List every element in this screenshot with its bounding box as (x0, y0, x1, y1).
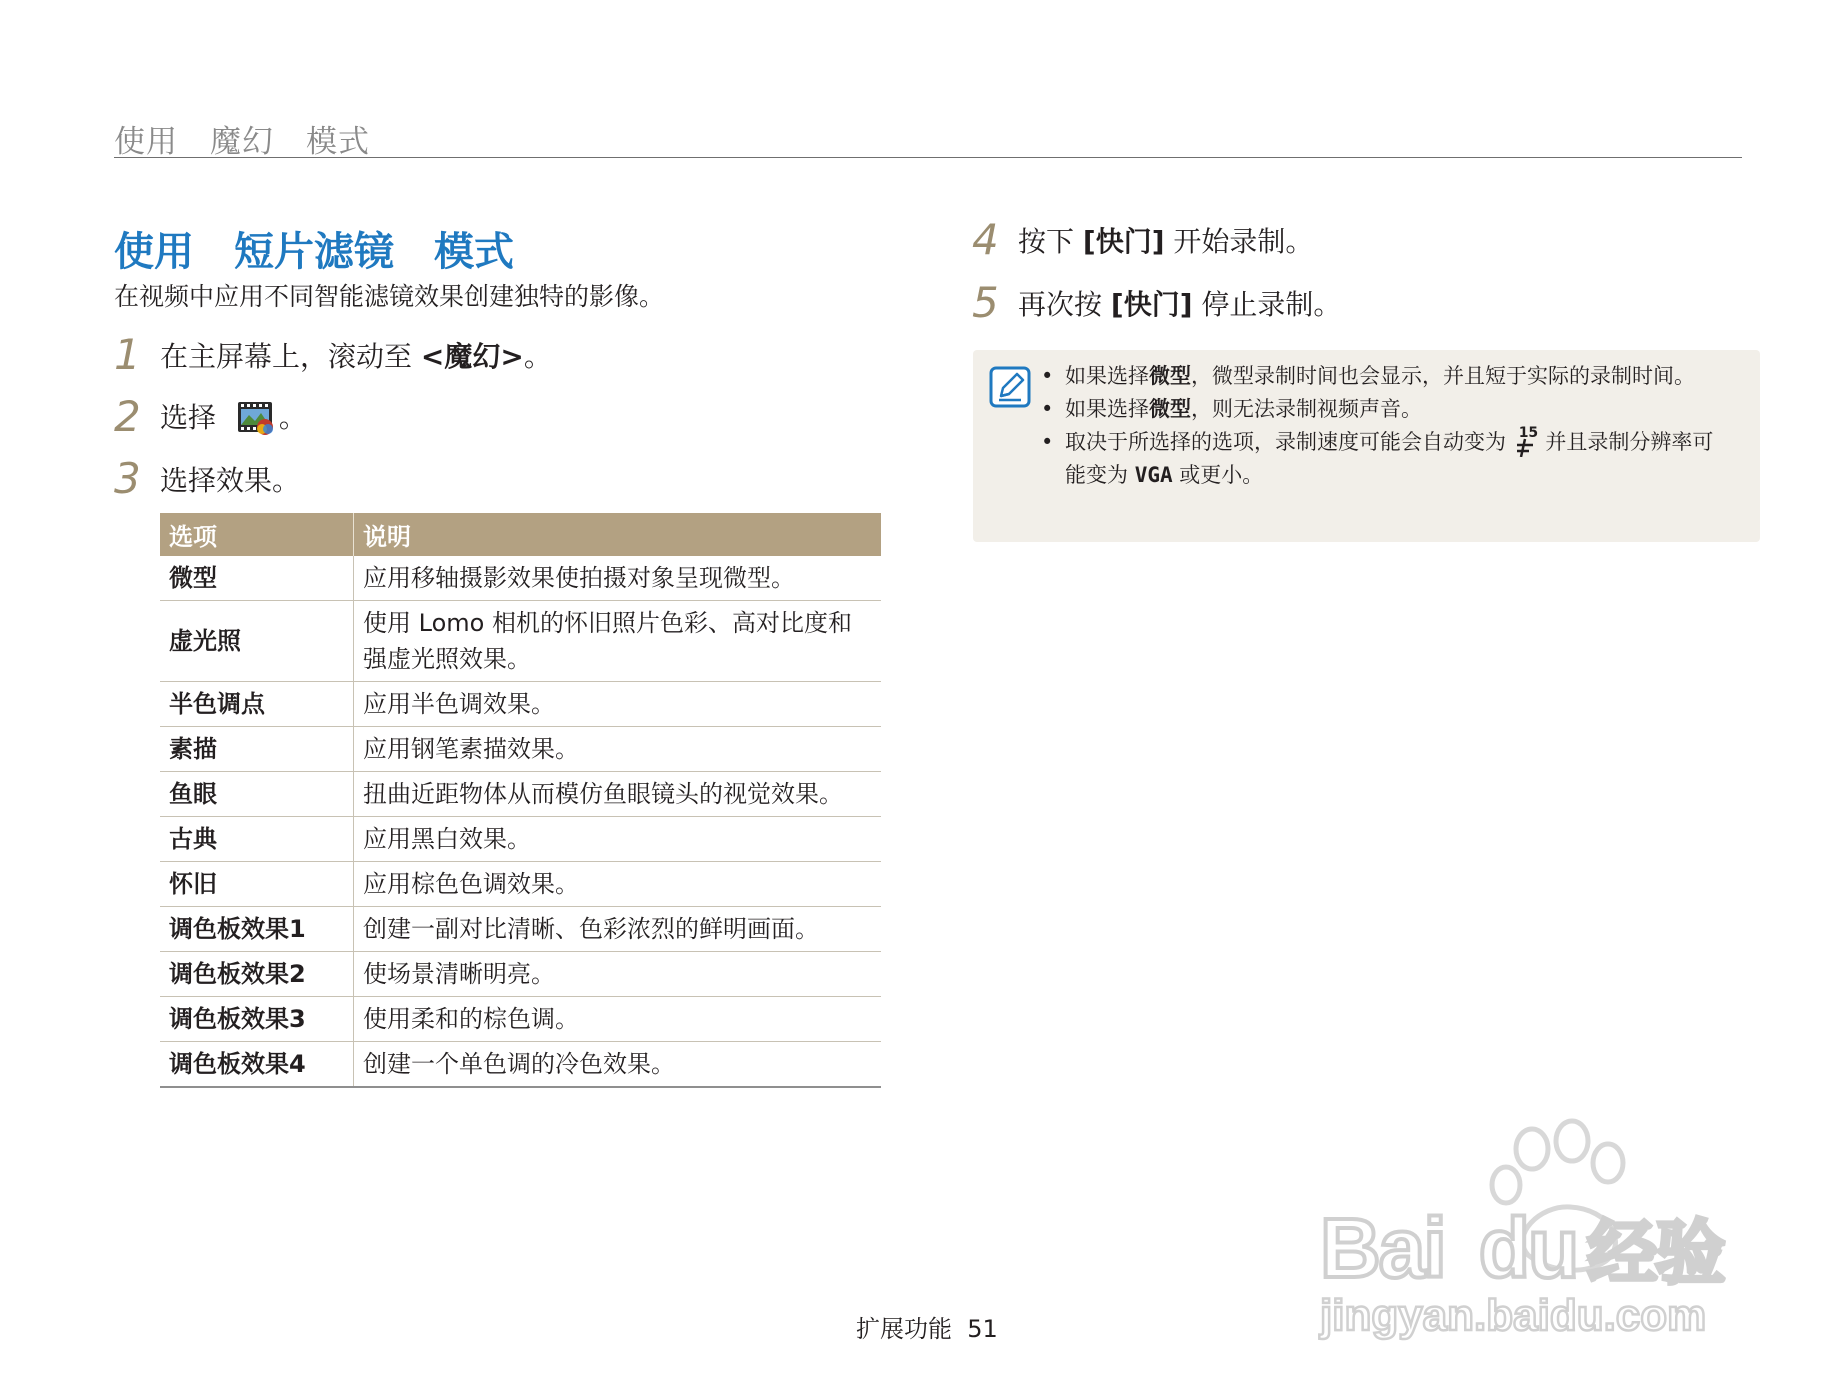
step-text: 在主屏幕上，滚动至 <魔幻>。 (160, 339, 552, 373)
column-header-option: 选项 (160, 513, 354, 556)
step-number: 1 (114, 330, 141, 379)
description-cell: 创建一个单色调的冷色效果。 (354, 1042, 882, 1088)
option-cell: 古典 (160, 817, 354, 862)
page-number: 51 (967, 1315, 998, 1343)
table-header-row (160, 513, 881, 556)
header-rule (114, 157, 1742, 158)
page-footer (856, 1309, 998, 1344)
step-text: 选择 。 (160, 396, 307, 438)
step-number: 3 (114, 454, 141, 503)
description-cell: 应用半色调效果。 (354, 682, 882, 727)
page-header: 使用 魔幻 模式 (114, 124, 370, 160)
option-cell: 鱼眼 (160, 772, 354, 817)
baidu-watermark (1310, 1115, 1750, 1340)
step-5 (972, 278, 1341, 327)
table-row (160, 952, 881, 997)
step-text: 选择效果。 (160, 463, 301, 497)
step-1 (114, 330, 552, 379)
column-header-description: 说明 (354, 513, 882, 556)
film-filter-icon (237, 400, 277, 438)
section-subtitle: 在视频中应用不同智能滤镜效果创建独特的影像。 (114, 282, 665, 311)
note-item: • 如果选择微型，则无法录制视频声音。 (1041, 397, 1422, 421)
option-cell: 调色板效果1 (160, 907, 354, 952)
description-cell: 使场景清晰明亮。 (354, 952, 882, 997)
footer-section: 扩展功能 (856, 1315, 952, 1343)
table-row (160, 727, 881, 772)
section-title: 使用 短片滤镜 模式 (114, 229, 514, 275)
description-cell: 应用黑白效果。 (354, 817, 882, 862)
option-cell: 微型 (160, 556, 354, 601)
description-cell: 使用 Lomo 相机的怀旧照片色彩、高对比度和强虚光照效果。 (354, 601, 882, 682)
description-cell: 应用棕色色调效果。 (354, 862, 882, 907)
option-cell: 调色板效果3 (160, 997, 354, 1042)
step-4 (972, 215, 1313, 264)
description-cell: 扭曲近距物体从而模仿鱼眼镜头的视觉效果。 (354, 772, 882, 817)
note-list (1041, 360, 1725, 492)
description-cell: 创建一副对比清晰、色彩浓烈的鲜明画面。 (354, 907, 882, 952)
step-number: 4 (972, 215, 999, 264)
step-2 (114, 392, 307, 441)
step-text: 按下 [快门] 开始录制。 (1018, 224, 1314, 258)
step-text: 再次按 [快门] 停止录制。 (1018, 287, 1342, 321)
watermark-url: jingyan.baidu.com (1320, 1291, 1707, 1340)
note-box (973, 350, 1760, 542)
table-row (160, 556, 881, 601)
option-cell: 怀旧 (160, 862, 354, 907)
description-cell: 应用移轴摄影效果使拍摄对象呈现微型。 (354, 556, 882, 601)
effects-table (160, 513, 881, 1088)
watermark-cn: 经验 (1587, 1214, 1724, 1292)
step-3 (114, 454, 300, 503)
table-row (160, 772, 881, 817)
step-number: 2 (114, 392, 141, 441)
table-row (160, 682, 881, 727)
fps-15-icon: 15 (1513, 429, 1539, 457)
option-cell: 虚光照 (160, 601, 354, 682)
description-cell: 应用钢笔素描效果。 (354, 727, 882, 772)
note-item: • 如果选择微型，微型录制时间也会显示，并且短于实际的录制时间。 (1041, 364, 1695, 388)
table-row (160, 817, 881, 862)
table-row (160, 997, 881, 1042)
step-number: 5 (972, 278, 999, 327)
option-cell: 半色调点 (160, 682, 354, 727)
watermark-brand-2: du (1478, 1201, 1578, 1295)
table-row (160, 862, 881, 907)
option-cell: 调色板效果2 (160, 952, 354, 997)
note-pencil-icon (989, 366, 1031, 408)
description-cell: 使用柔和的棕色调。 (354, 997, 882, 1042)
option-cell: 素描 (160, 727, 354, 772)
note-item: • 取决于所选择的选项，录制速度可能会自动变为 15 并且录制分辨率可能变为 VGA 或更小。 (1041, 425, 1714, 487)
table-row (160, 907, 881, 952)
option-cell: 调色板效果4 (160, 1042, 354, 1088)
watermark-brand: Bai (1320, 1201, 1445, 1295)
table-row (160, 1042, 881, 1088)
table-row (160, 601, 881, 682)
